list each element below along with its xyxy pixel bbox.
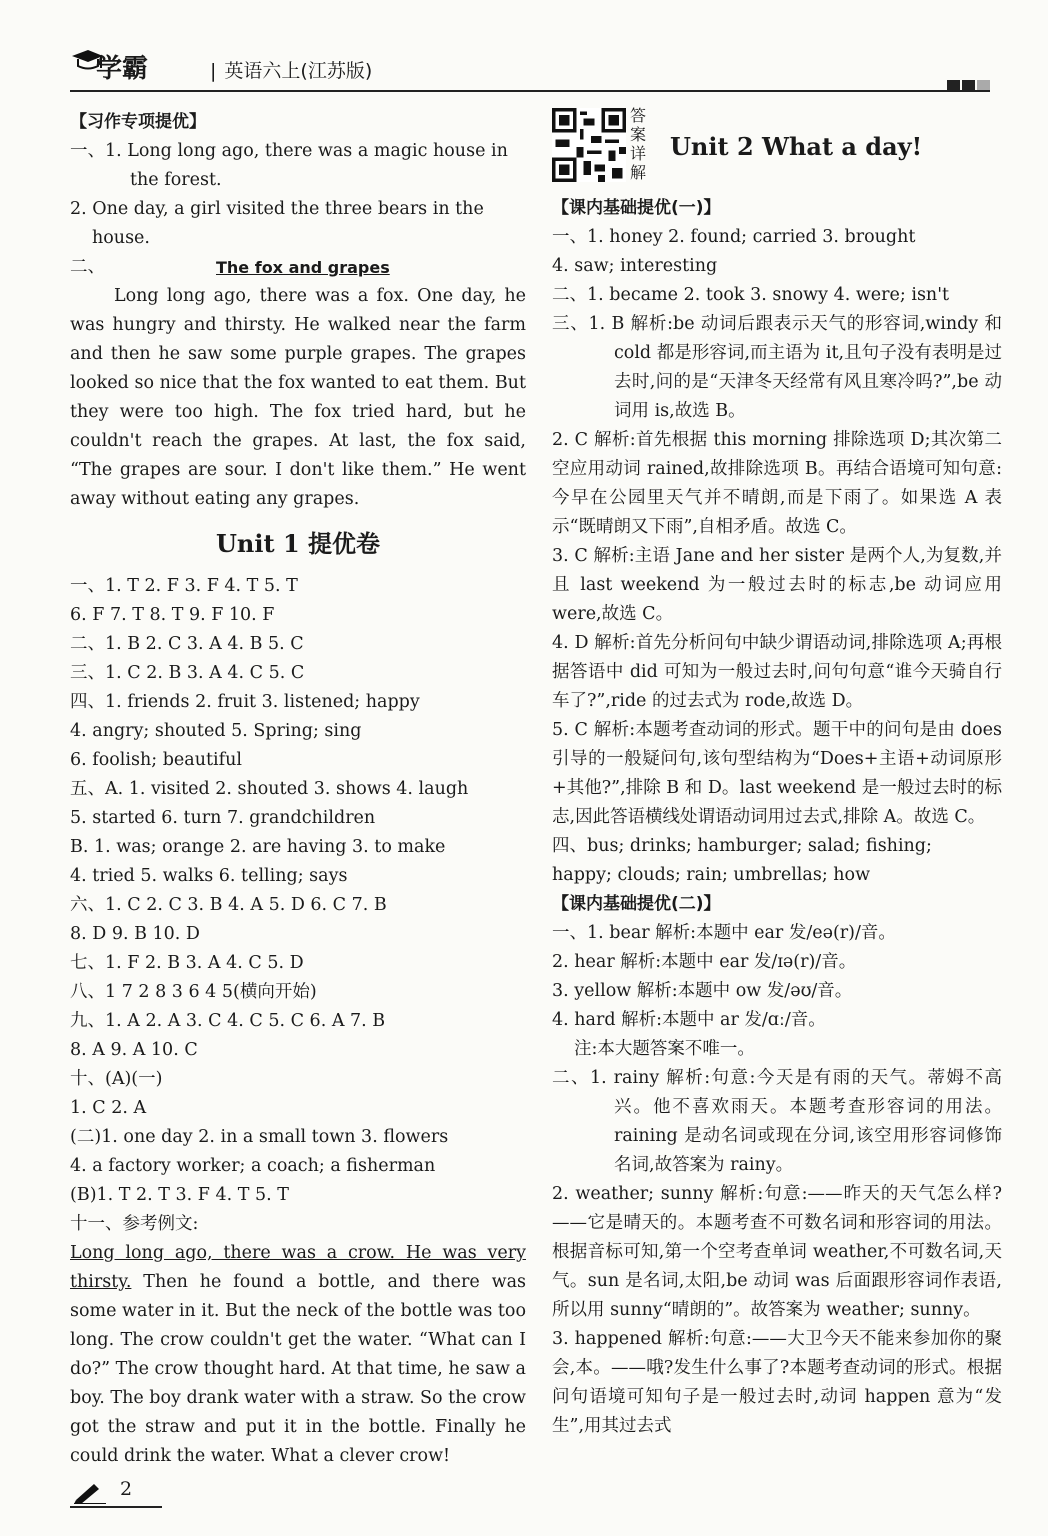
title-separator: | xyxy=(210,60,217,82)
answer-line: (B)1. T 2. T 3. F 4. T 5. T xyxy=(70,1185,289,1205)
book-title-text: 英语六上(江苏版) xyxy=(224,60,373,82)
header-rule xyxy=(70,90,990,92)
story-text: Long long ago, there was a fox. One day, he was hungry and thirsty. He walked near the farm and then he saw some purple grapes. The grapes looked so nice that the fox wanted to eat them. But they were too high. The fox tried hard, but he couldn't reach the grapes. At last, the fox said, “The grapes are sour. I don't like them.” He went away without eating any grapes. xyxy=(70,286,526,509)
qr-label-char: 案 xyxy=(630,125,647,144)
logo-text: 学霸 xyxy=(96,54,149,84)
footer-rule xyxy=(70,1506,162,1508)
story-title: The fox and grapes xyxy=(216,258,390,277)
right-column xyxy=(552,108,1002,1441)
page-header xyxy=(70,40,990,90)
explanation-item: 4. D 解析:首先分析问句中缺少谓语动词,排除选项 A;再根据答语中 did 可知为一般过去时,问句句意“谁今天骑自行车了?”,ride 的过去式为 rode,故选 D。 xyxy=(552,633,1002,711)
explanation-item: 3. happened 解析:句意:——大卫今天不能来参加你的聚会,本。——哦?发生什么事了?本题考查动词的形式。根据问句语境可知句子是一般过去时,动词 happen 意为“发生”,用其过去式 xyxy=(552,1329,1002,1436)
answer-line: 一、1. honey 2. found; carried 3. brought xyxy=(552,227,916,247)
header-decoration xyxy=(945,76,990,95)
answer-line: 八、1 7 2 8 3 6 4 5(横向开始) xyxy=(70,982,317,1002)
writing-answer-1a: 一、1. Long long ago, there was a magic house in xyxy=(70,141,508,161)
explanation-item: 2. weather; sunny 解析:句意:——昨天的天气怎么样?——它是晴天的。本题考查不可数名词和形容词的用法。根据音标可知,第一个空考查单词 weather,不可数名词,天气。sun 是名词,太阳,be 动词 was 后面跟形容词作表语,所以用 sunny“晴朗的”。故答案为 weather; sunny。 xyxy=(552,1184,1002,1320)
qr-label-char: 详 xyxy=(630,144,647,163)
qr-code-icon xyxy=(552,108,626,182)
answer-line: 4. a factory worker; a coach; a fisherman xyxy=(70,1156,436,1176)
answer-line: 十、(A)(一) xyxy=(70,1069,163,1089)
answer-line: 4. hard 解析:本题中 ar 发/ɑː/音。 xyxy=(552,1010,826,1030)
pencil-icon xyxy=(72,1480,106,1504)
answer-line: 二、1. B 2. C 3. A 4. B 5. C xyxy=(70,634,304,654)
writing-heading: 【习作专项提优】 xyxy=(70,112,206,132)
essay-underlined: Long long ago, there was a crow. He was very thirsty. xyxy=(70,1243,526,1292)
explanation-item: 二、1. rainy 解析:句意:今天是有雨的天气。蒂姆不高兴。他不喜欢雨天。本题考查形容词的用法。raining 是动名词或现在分词,该空用形容词修饰名词,故答案为 rainy。 xyxy=(552,1068,1002,1175)
answer-line: 二、1. became 2. took 3. snowy 4. were; isn't xyxy=(552,285,950,305)
explanation-item: 三、1. B 解析:be 动词后跟表示天气的形容词,windy 和 cold 都是形容词,而主语为 it,且句子没有表明是过去时,问的是“天津冬天经常有风且寒冷吗?”,be 动词用 is,故选 B。 xyxy=(552,314,1002,421)
answer-line: (二)1. one day 2. in a small town 3. flowers xyxy=(70,1127,449,1147)
qr-label-char: 答 xyxy=(630,106,647,125)
page-footer xyxy=(70,1476,170,1516)
answer-line: 5. started 6. turn 7. grandchildren xyxy=(70,808,376,828)
answer-line: 七、1. F 2. B 3. A 4. C 5. D xyxy=(70,953,304,973)
unit1-title: Unit 1 提优卷 xyxy=(216,529,380,558)
answer-line: 十一、参考例文: xyxy=(70,1214,199,1234)
qr-label-char: 解 xyxy=(630,163,647,182)
answer-line: 4. saw; interesting xyxy=(552,256,718,276)
answer-line: happy; clouds; rain; umbrellas; how xyxy=(552,865,871,885)
qr-label xyxy=(630,106,650,182)
answer-line: 1. C 2. A xyxy=(70,1098,147,1118)
answer-line: 一、1. T 2. F 3. F 4. T 5. T xyxy=(70,576,298,596)
answer-line: 4. angry; shouted 5. Spring; sing xyxy=(70,721,362,741)
writing-answer-1b: the forest. xyxy=(130,170,222,190)
answer-line: 8. A 9. A 10. C xyxy=(70,1040,198,1060)
basic1-heading: 【课内基础提优(一)】 xyxy=(552,198,721,218)
page-number: 2 xyxy=(120,1478,133,1500)
answer-line: 6. F 7. T 8. T 9. F 10. F xyxy=(70,605,275,625)
answer-line: 8. D 9. B 10. D xyxy=(70,924,200,944)
sample-essay xyxy=(70,1239,526,1471)
explanation-item: 5. C 解析:本题考查动词的形式。题干中的问句是由 does 引导的一般疑问句,该句型结构为“Does+主语+动词原形+其他?”,排除 B 和 D。last weekend 是一般过去时的标志,因此答语横线处谓语动词用过去式,排除 A。故选 C。 xyxy=(552,720,1002,827)
answer-line: 4. tried 5. walks 6. telling; says xyxy=(70,866,348,886)
answer-line: 六、1. C 2. C 3. B 4. A 5. D 6. C 7. B xyxy=(70,895,387,915)
note-line: 注:本大题答案不唯一。 xyxy=(574,1039,755,1059)
answer-line: 6. foolish; beautiful xyxy=(70,750,242,770)
explanation-item: 2. C 解析:首先根据 this morning 排除选项 D;其次第二空应用动词 rained,故排除选项 B。再结合语境可知句意:今早在公园里天气并不晴朗,而是下雨了。如果选 A 表示“既晴朗又下雨”,自相矛盾。故选 C。 xyxy=(552,430,1002,537)
answer-line: 2. hear 解析:本题中 ear 发/ɪə(r)/音。 xyxy=(552,952,857,972)
answer-line: 3. yellow 解析:本题中 ow 发/əʊ/音。 xyxy=(552,981,853,1001)
essay-rest: Then he found a bottle, and there was some water in it. But the neck of the bottle was too long. The crow couldn't get the water. “What can I do?” The crow thought hard. At that time, he saw a boy. The boy drank water with a straw. So the crow got the straw and put it in the bottle. Finally he could drink the water. What a clever crow! xyxy=(70,1272,526,1466)
answer-line: 三、1. C 2. B 3. A 4. C 5. C xyxy=(70,663,305,683)
story-title-row xyxy=(70,253,526,282)
basic2-heading: 【课内基础提优(二)】 xyxy=(552,894,721,914)
section-two-label: 二、 xyxy=(70,257,105,277)
answer-line: 四、1. friends 2. fruit 3. listened; happy xyxy=(70,692,420,712)
answer-line: 九、1. A 2. A 3. C 4. C 5. C 6. A 7. B xyxy=(70,1011,386,1031)
unit2-header xyxy=(552,108,1002,194)
left-column xyxy=(70,108,526,1471)
answer-line: 五、A. 1. visited 2. shouted 3. shows 4. laugh xyxy=(70,779,469,799)
answer-line: 四、bus; drinks; hamburger; salad; fishing; xyxy=(552,836,932,856)
writing-answer-2a: 2. One day, a girl visited the three bears in the xyxy=(70,199,484,219)
book-title xyxy=(210,56,372,83)
answer-line: B. 1. was; orange 2. are having 3. to make xyxy=(70,837,446,857)
writing-answer-2b: house. xyxy=(92,228,150,248)
answer-line: 一、1. bear 解析:本题中 ear 发/eə(r)/音。 xyxy=(552,923,896,943)
unit1-answers xyxy=(70,572,526,1239)
unit2-title: Unit 2 What a day! xyxy=(670,132,923,161)
explanation-item: 3. C 解析:主语 Jane and her sister 是两个人,为复数,并且 last weekend 为一般过去时的标志,be 动词应用 were,故选 C。 xyxy=(552,546,1002,624)
